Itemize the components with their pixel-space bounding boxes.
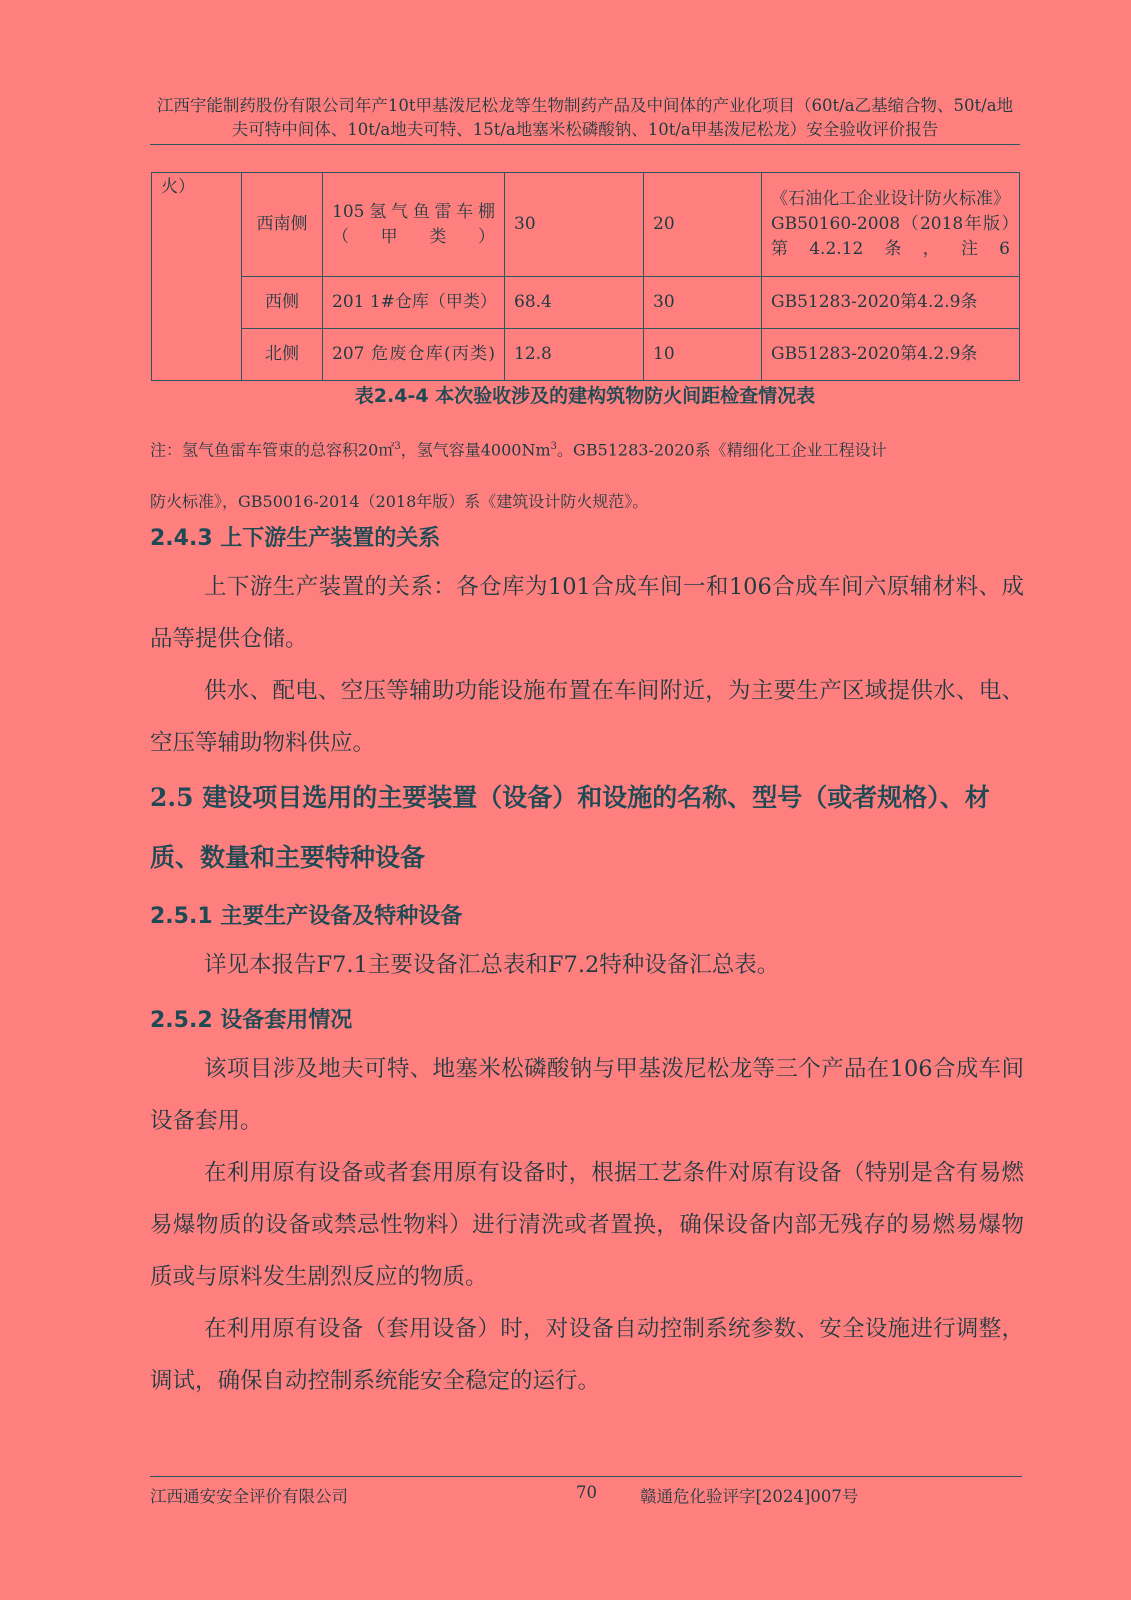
- table-cell-direction: 西侧: [242, 277, 323, 329]
- table-cell-building: 207 危废仓库(丙类): [323, 329, 505, 381]
- table-cell-required: 30: [644, 277, 762, 329]
- fire-distance-table: [151, 172, 1020, 381]
- table-cell-basis: 《石油化工企业设计防火标准》GB50160-2008（2018年版）第4.2.12条，注6: [762, 173, 1020, 277]
- footer-page-number: 70: [576, 1483, 597, 1502]
- table-cell-required: 10: [644, 329, 762, 381]
- table-cell-actual: 68.4: [505, 277, 644, 329]
- table-cell-direction: 西南侧: [242, 173, 323, 277]
- page-footer: [150, 1476, 1022, 1506]
- paragraph: 上下游生产装置的关系：各仓库为101合成车间一和106合成车间六原辅材料、成品等提供仓储。: [150, 574, 1024, 652]
- table-cell-actual: 12.8: [505, 329, 644, 381]
- note-text-a: 注：氢气鱼雷车管束的总容积20㎡: [150, 440, 395, 460]
- paragraph: 在利用原有设备（套用设备）时，对设备自动控制系统参数、安全设施进行调整，调试，确保自动控制系统能安全稳定的运行。: [150, 1316, 1024, 1394]
- table-cell-first-col: 火）: [152, 173, 242, 381]
- table-cell-direction: 北侧: [242, 329, 323, 381]
- note-superscript: 3: [550, 441, 558, 452]
- paragraph: 供水、配电、空压等辅助功能设施布置在车间附近，为主要生产区域提供水、电、空压等辅助物料供应。: [150, 678, 1024, 756]
- section-heading-2-5: 2.5 建设项目选用的主要装置（设备）和设施的名称、型号（或者规格）、材质、数量和主要特种设备: [150, 783, 990, 872]
- footer-company: 江西通安安全评价有限公司: [150, 1487, 348, 1506]
- table-note-line-2: 防火标准》，GB50016-2014（2018年版）系《建筑设计防火规范》。: [150, 492, 649, 511]
- table-cell-required: 20: [644, 173, 762, 277]
- table-cell-basis: GB51283-2020第4.2.9条: [762, 277, 1020, 329]
- paragraph: 在利用原有设备或者套用原有设备时，根据工艺条件对原有设备（特别是含有易燃易爆物质的设备或禁忌性物料）进行清洗或者置换，确保设备内部无残存的易燃易爆物质或与原料发生剧烈反应的物质。: [150, 1160, 1024, 1290]
- section-heading-2-4-3: 2.4.3 上下游生产装置的关系: [150, 526, 441, 551]
- note-text-b: ，氢气容量4000Nm: [400, 440, 551, 460]
- table-caption: 表2.4-4 本次验收涉及的建构筑物防火间距检查情况表: [354, 385, 816, 407]
- table-note-line-1: [150, 436, 1024, 461]
- note-superscript: 3: [394, 441, 401, 452]
- footer-document-number: 赣通危化验评字[2024]007号: [640, 1487, 859, 1506]
- table-cell-building: 105氢气鱼雷车棚（甲类）: [323, 173, 505, 277]
- running-header: 江西宇能制药股份有限公司年产10t甲基泼尼松龙等生物制药产品及中间体的产业化项目（60t/a乙基缩合物、50t/a地夫可特中间体、10t/a地夫可特、15t/a地塞米松磷酸钠、10t/a甲基泼尼松龙）安全验收评价报告: [150, 94, 1020, 145]
- section-heading-2-5-2: 2.5.2 设备套用情况: [150, 1008, 353, 1033]
- table-cell-basis: GB51283-2020第4.2.9条: [762, 329, 1020, 381]
- table-row: [152, 173, 1020, 277]
- table-cell-actual: 30: [505, 173, 644, 277]
- section-heading-2-5-1: 2.5.1 主要生产设备及特种设备: [150, 904, 463, 929]
- note-text-c: 。GB51283-2020系《精细化工企业工程设计: [557, 440, 887, 460]
- table-row: [152, 277, 1020, 329]
- table-cell-building: 201 1#仓库（甲类）: [323, 277, 505, 329]
- paragraph: 该项目涉及地夫可特、地塞米松磷酸钠与甲基泼尼松龙等三个产品在106合成车间设备套用。: [150, 1056, 1024, 1134]
- table-row: [152, 329, 1020, 381]
- paragraph: 详见本报告F7.1主要设备汇总表和F7.2特种设备汇总表。: [204, 952, 780, 978]
